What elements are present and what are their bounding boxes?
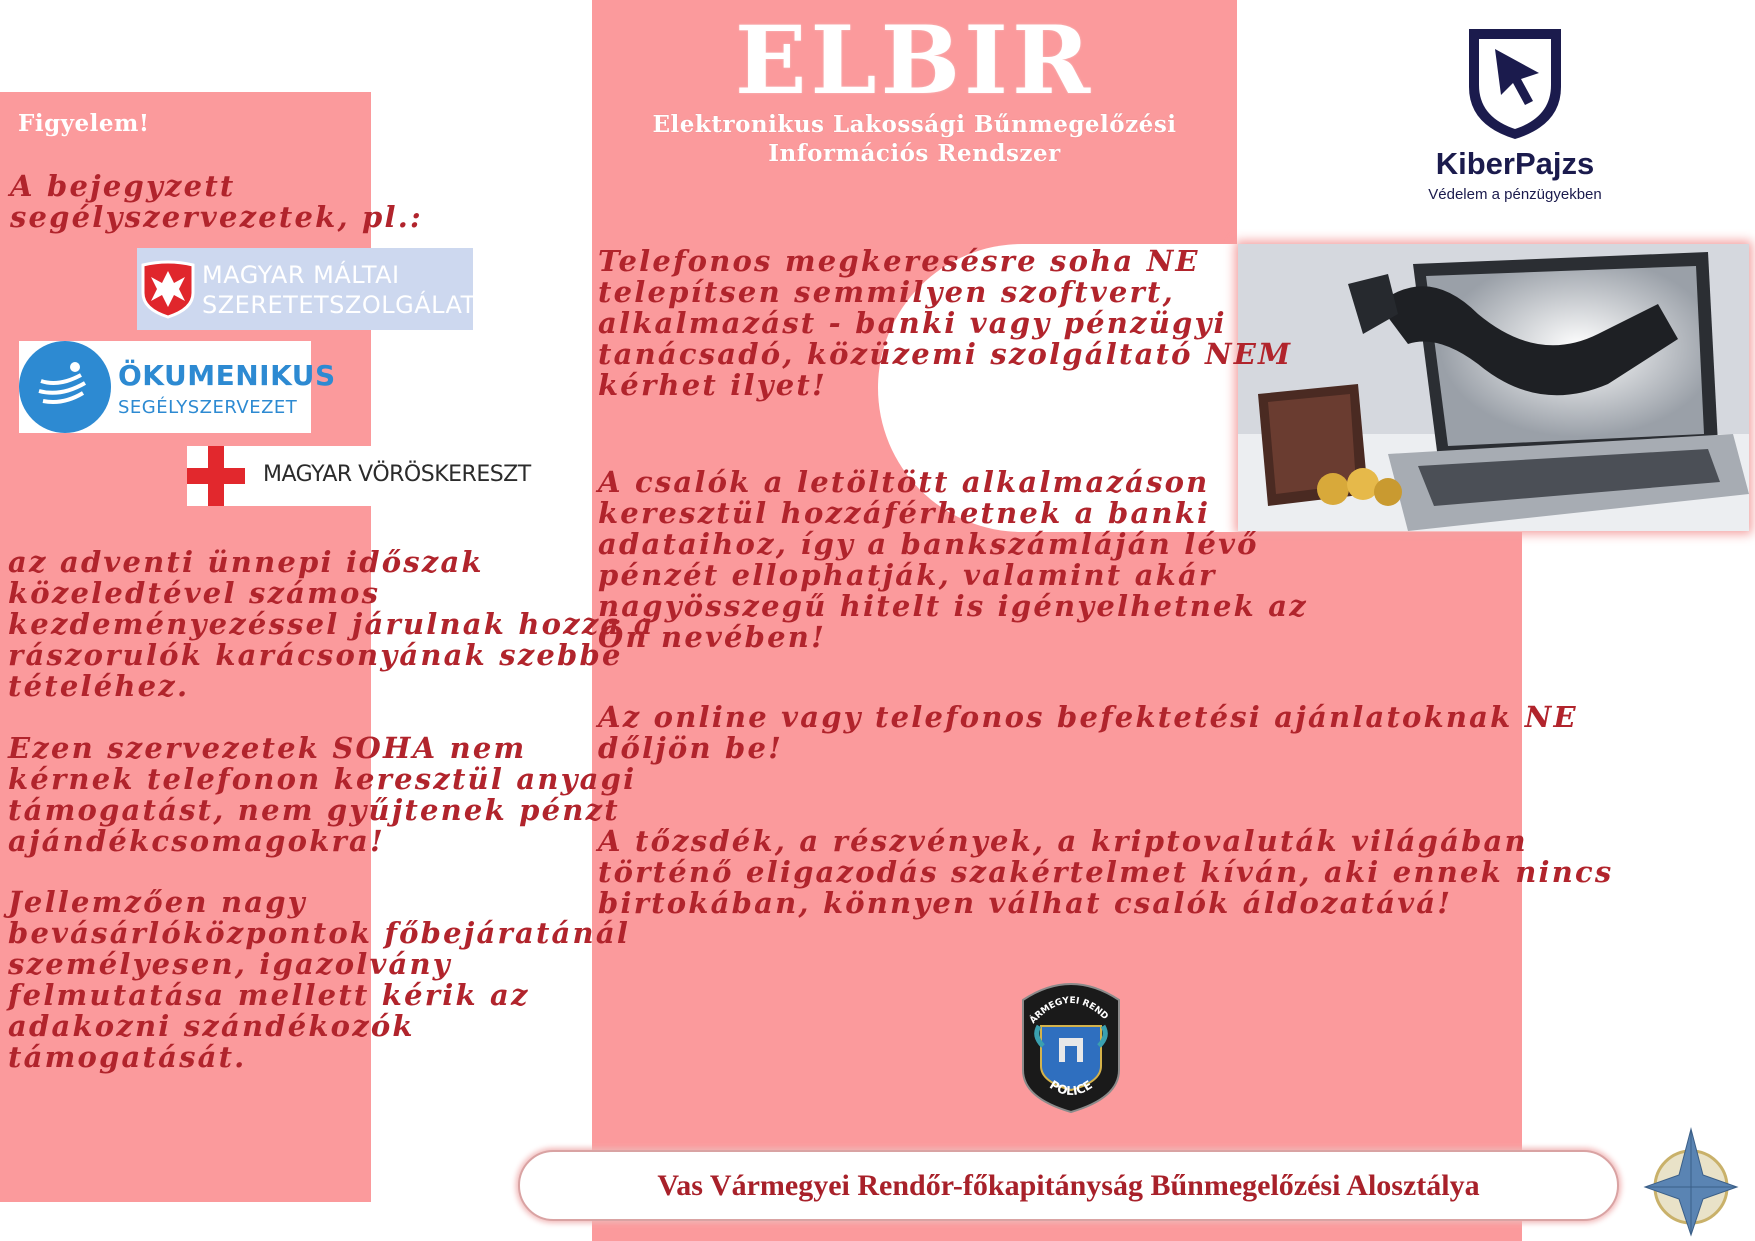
voroskereszt-logo — [187, 446, 580, 506]
left-intro-text: A bejegyzett segélyszervezetek, pl.: — [10, 169, 423, 234]
page-subtitle: Elektronikus Lakossági Bűnmegelőzési Információs Rendszer — [652, 111, 1177, 167]
center-paragraph-1: Telefonos megkeresésre soha NE telepítsen semmilyen szoftvert, alkalmazást - banki vagy pénzügyi tanácsadó, közüzemi szolgáltató NEM kérhet ilyet! — [598, 244, 1293, 402]
maltai-logo-text: MAGYAR MÁLTAI SZERETETSZOLGÁLAT — [202, 261, 476, 319]
police-badge-bottom-text: POLICE — [1047, 1077, 1095, 1099]
kiberpajzs-brand: KiberPajzs — [1435, 146, 1595, 181]
police-badge-top-text: ÁRMEGYEI REND — [1028, 995, 1110, 1026]
voroskereszt-logo-text: MAGYAR VÖRÖSKERESZT — [263, 462, 531, 487]
okumenikus-logo — [19, 341, 336, 433]
maltai-logo — [137, 248, 476, 330]
footer-bar — [518, 1150, 1619, 1221]
laptop-theft-image — [1238, 244, 1749, 531]
left-paragraph-1: az adventi ünnepi időszak közeledtével számos kezdeményezéssel járulnak hozzá a rászorulók karácsonyának szebbé tételéhez. — [8, 545, 655, 703]
okumenikus-logo-title: ÖKUMENIKUS — [118, 359, 336, 392]
shield-cursor-icon — [1465, 25, 1565, 143]
okumenikus-logo-subtitle: SEGÉLYSZERVEZET — [118, 397, 298, 418]
center-paragraph-2: A csalók a letöltött alkalmazáson keresztül hozzáférhetnek a banki adataihoz, így a bankszámláján lévő pénzét ellophatják, valamint akár nagyösszegű hitelt is igényelhetnek az Ön nevében! — [598, 465, 1308, 654]
kiberpajzs-logo — [1405, 20, 1625, 210]
dove-icon — [19, 341, 111, 433]
left-paragraph-3: Jellemzően nagy bevásárlóközpontok főbejáratánál személyesen, igazolvány felmutatása mellett kérik az adakozni szándékozók támogatását. — [8, 885, 631, 1074]
page-title: ELBIR — [734, 6, 1095, 116]
police-badge-logo — [1019, 974, 1123, 1114]
center-paragraph-3: Az online vagy telefonos befektetési ajánlatoknak NE dőljön be! — [598, 700, 1578, 765]
center-paragraph-4: A tőzsdék, a részvények, a kriptovaluták világában történő eligazodás szakértelmet kíván, aki ennek nincs birtokában, könnyen válhat csalók áldozatává! — [598, 824, 1614, 920]
crime-prevention-emblem — [1643, 1127, 1739, 1237]
left-paragraph-2: Ezen szervezetek SOHA nem kérnek telefonon keresztül anyagi támogatást, nem gyűjtenek pénzt ajándékcsomagokra! — [8, 731, 637, 858]
attention-label: Figyelem! — [18, 110, 150, 137]
kiberpajzs-slogan: Védelem a pénzügyekben — [1428, 186, 1602, 203]
footer-text: Vas Vármegyei Rendőr-főkapitányság Bűnmegelőzési Alosztálya — [657, 1168, 1480, 1202]
maltese-cross-icon — [141, 259, 195, 319]
